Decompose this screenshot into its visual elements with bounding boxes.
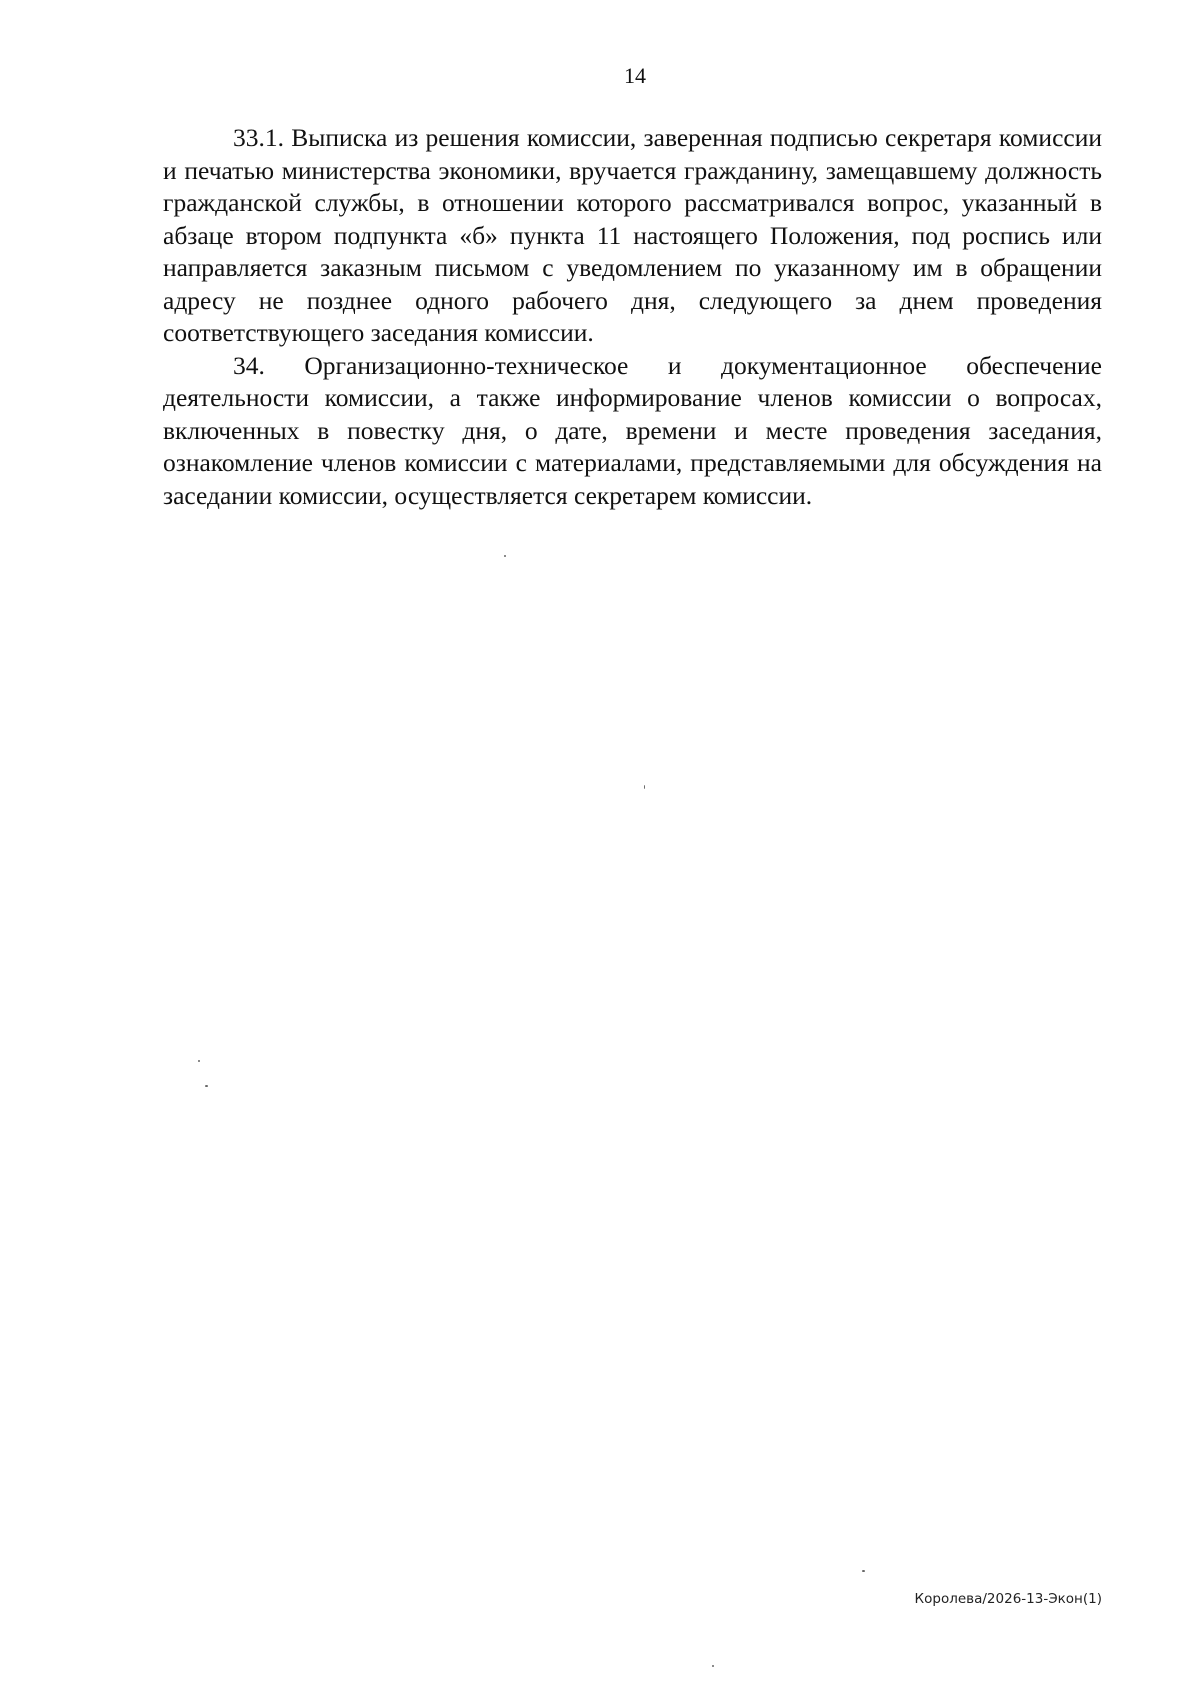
scan-speck: [712, 1665, 714, 1667]
paragraph-34: 34. Организационно-техническое и документационное обеспечение деятельности комиссии, а также информирование членов комиссии о вопросах, включенных в повестку дня, о дате, времени и месте проведения заседания, ознакомление членов комиссии с материалами, представляемыми для обсуждения на заседании комиссии, осуществляется секретарем комиссии.: [163, 350, 1102, 510]
paragraph-33-1: 33.1. Выписка из решения комиссии, заверенная подписью секретаря комиссии и печатью министерства экономики, вручается гражданину, замещавшему должность гражданской службы, в отношении которого рассматривался вопрос, указанный в абзаце втором подпункта «б» пункта 11 настоящего Положения, под роспись или направляется заказным письмом с уведомлением по указанному им в обращении адресу не позднее одного рабочего дня, следующего за днем проведения соответствующего заседания комиссии.: [163, 123, 1102, 347]
scan-speck: [504, 555, 506, 557]
scan-speck: [205, 1085, 208, 1087]
scan-speck: [198, 1060, 200, 1062]
scan-speck: [644, 785, 645, 789]
document-registration-code: Королева/2026-13-Экон(1): [914, 1591, 1102, 1607]
scan-speck: [862, 1570, 865, 1572]
document-body: [163, 122, 1102, 512]
page-number: 14: [624, 63, 646, 88]
